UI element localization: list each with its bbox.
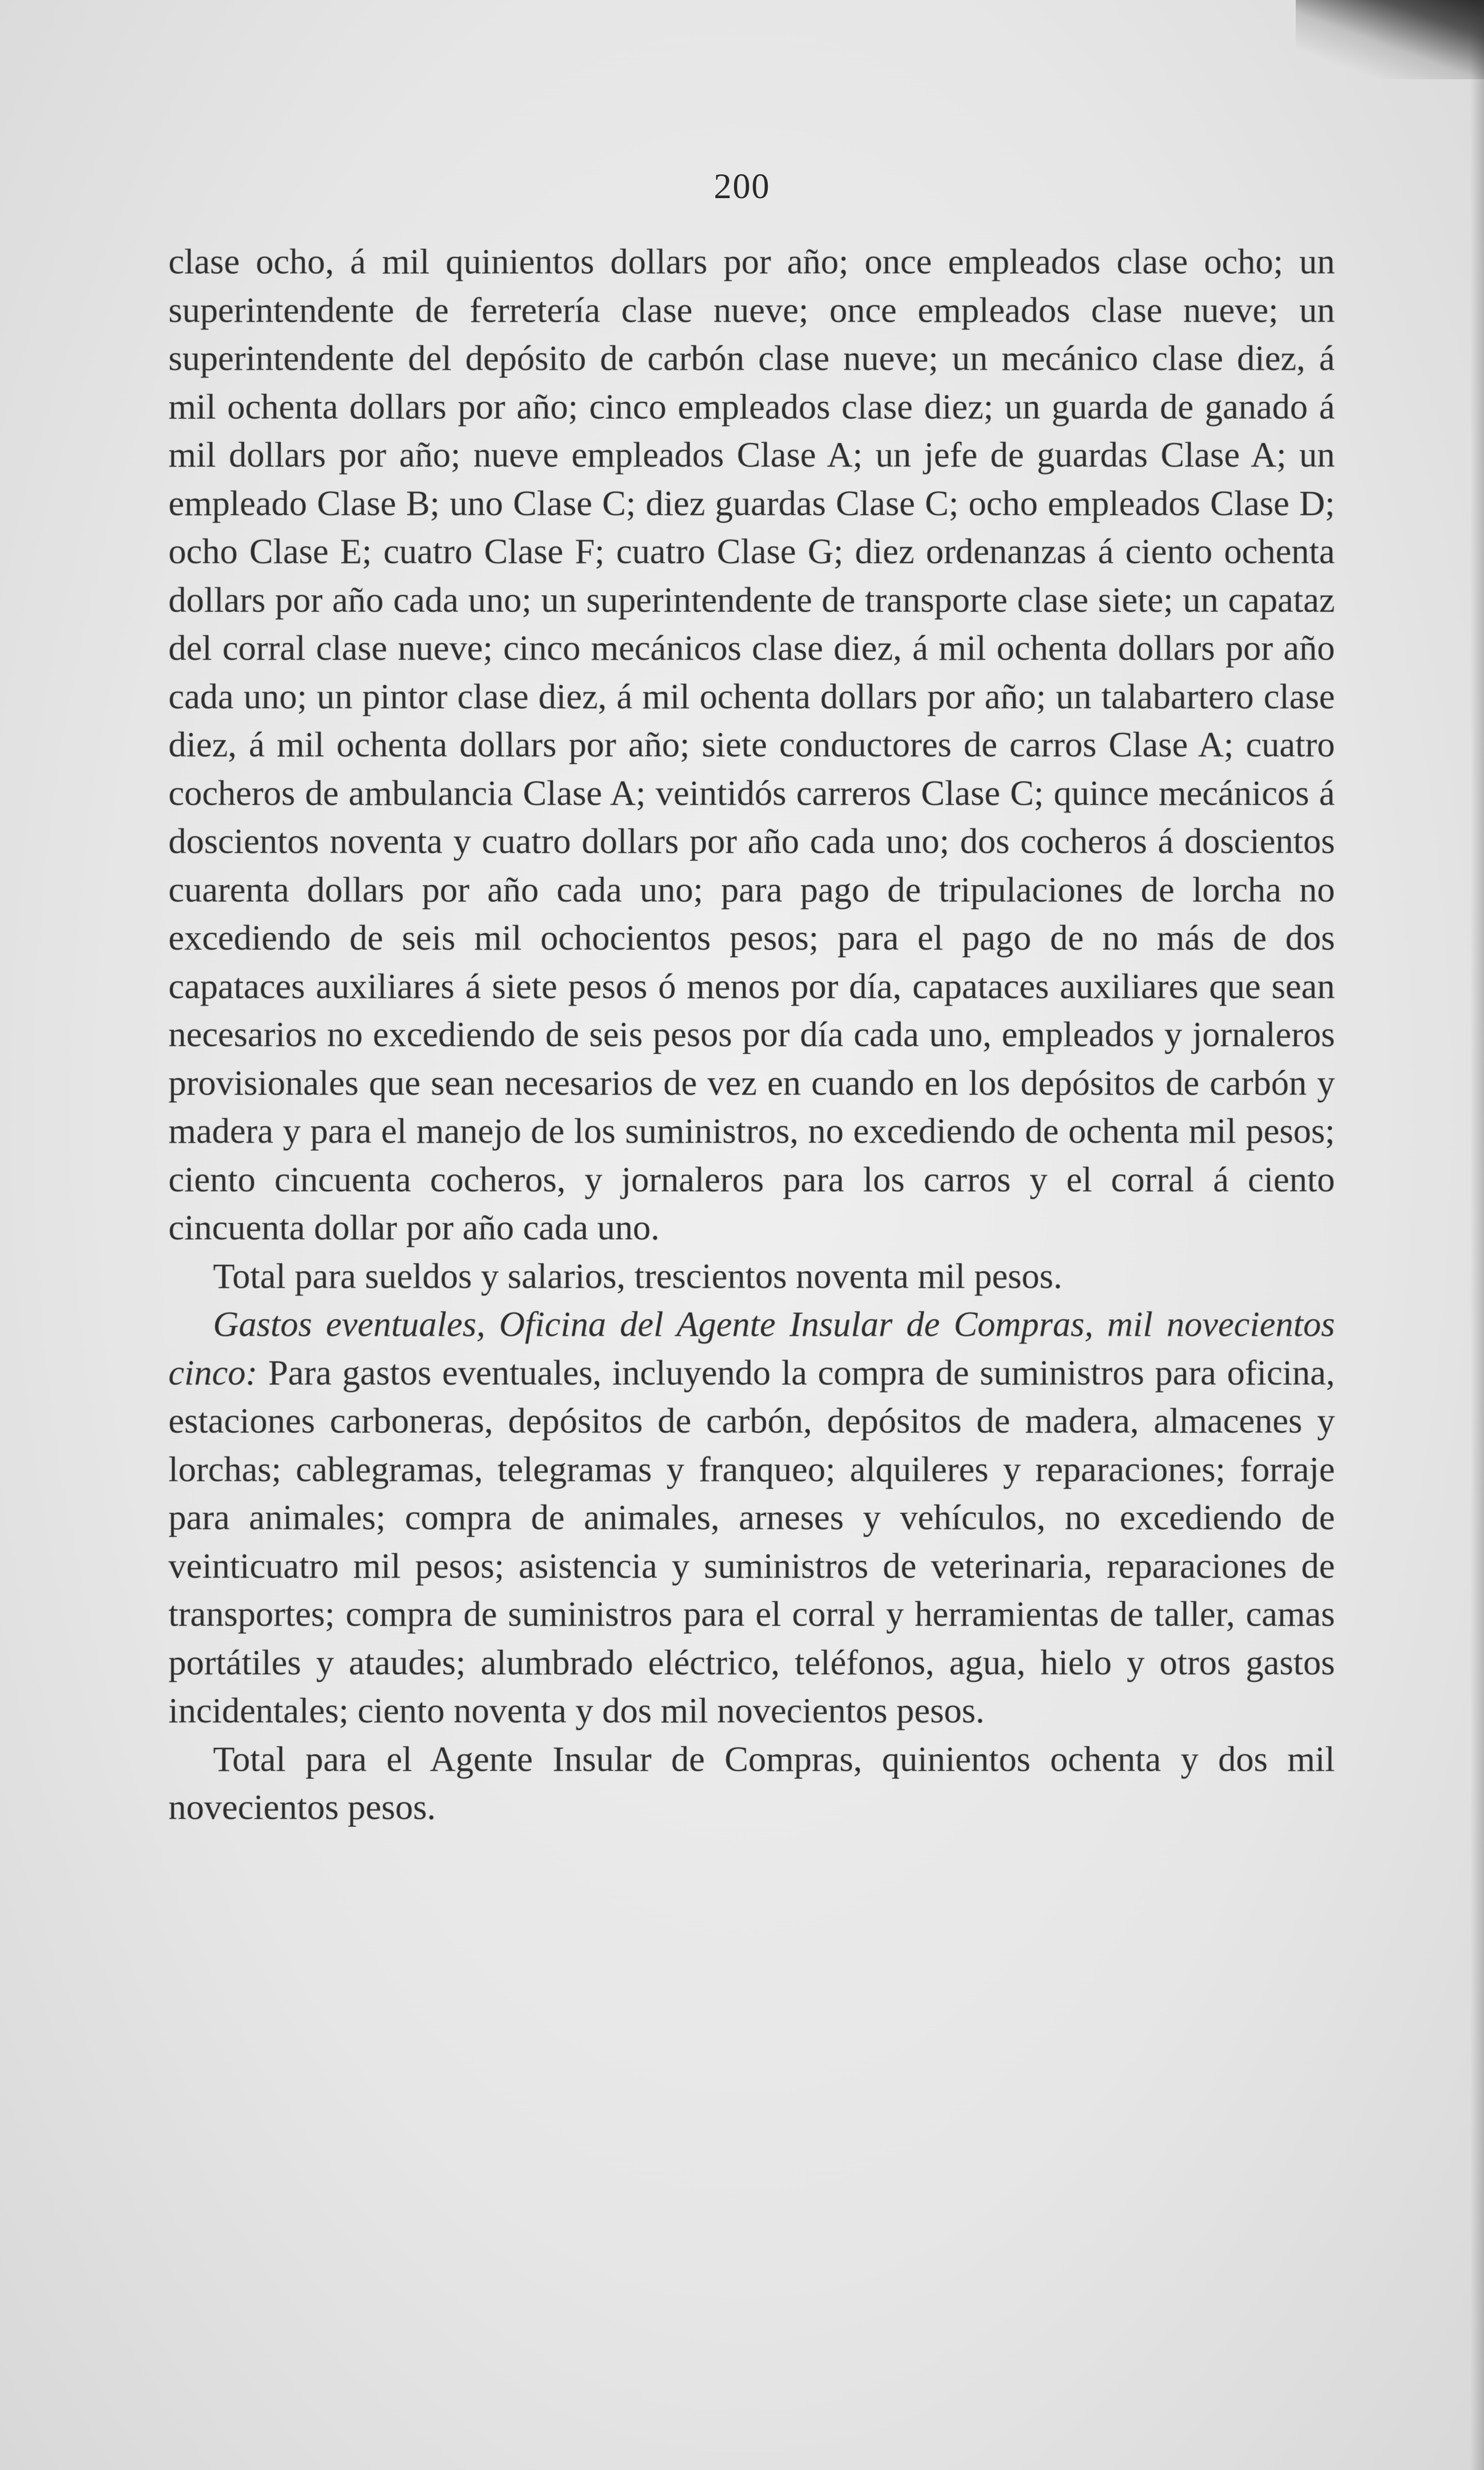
page-number: 200 [714, 166, 770, 206]
section-heading: Gastos eventuales, Oficina del Agente Insular de Compras, mil novecientos cinco: [168, 1304, 1335, 1393]
paragraph-salaries: clase ocho, á mil quinientos dollars por año; once empleados clase ocho; un superintendente de ferretería clase nueve; once empleados clase nueve; un superintendente del depósito de carbón clase nueve; un mecánico clase diez, á mil ochenta dollars por año; cinco empleados clase diez; un guarda de ganado á mil dollars por año; nueve empleados Clase A; un jefe de guardas Clase A; un empleado Clase B; uno Clase C; diez guardas Clase C; ocho empleados Clase D; ocho Clase E; cuatro Clase F; cuatro Clase G; diez ordenanzas á ciento ochenta dollars por año cada uno; un superintendente de transporte clase siete; un capataz del corral clase nueve; cinco mecánicos clase diez, á mil ochenta dollars por año cada uno; un pintor clase diez, á mil ochenta dollars por año; un talabartero clase diez, á mil ochenta dollars por año; siete conductores de carros Clase A; cuatro cocheros de ambulancia Clase A; veintidós carreros Clase C; quince mecánicos á doscientos noventa y cuatro dollars por año cada uno; dos cocheros á doscientos cuarenta dollars por año cada uno; para pago de tripulaciones de lorcha no excediendo de seis mil ochocientos pesos; para el pago de no más de dos capataces auxiliares á siete pesos ó menos por día, capataces auxiliares que sean necesarios no excediendo de seis pesos por día cada uno, empleados y jornaleros provisionales que sean necesarios de vez en cuando en los depósitos de carbón y madera y para el manejo de los suministros, no excediendo de ochenta mil pesos; ciento cincuenta cocheros, y jornaleros para los carros y el corral á ciento cincuenta dollar por año cada uno. [168, 242, 1335, 1247]
body-text [168, 238, 1335, 1832]
page-corner-shadow [1296, 0, 1484, 79]
paragraph-contingent-expenses [168, 1300, 1335, 1735]
paragraph-salaries-total: Total para sueldos y salarios, trescientos noventa mil pesos. [213, 1256, 1062, 1296]
paragraph-grand-total: Total para el Agente Insular de Compras, quinientos ochenta y dos mil novecientos pesos. [168, 1739, 1335, 1827]
page-edge-shadow [1470, 0, 1484, 2470]
section-body: Para gastos eventuales, incluyendo la compra de suministros para oficina, estaciones carboneras, depósitos de carbón, depósitos de madera, almacenes y lorchas; cablegramas, telegramas y franqueo; alquileres y reparaciones; forraje para animales; compra de animales, arneses y vehículos, no excediendo de veinticuatro mil pesos; asistencia y suministros de veterinaria, reparaciones de transportes; compra de suministros para el corral y herramientas de taller, camas portátiles y ataudes; alumbrado eléctrico, teléfonos, agua, hielo y otros gastos incidentales; ciento noventa y dos mil novecientos pesos. [168, 1352, 1335, 1730]
